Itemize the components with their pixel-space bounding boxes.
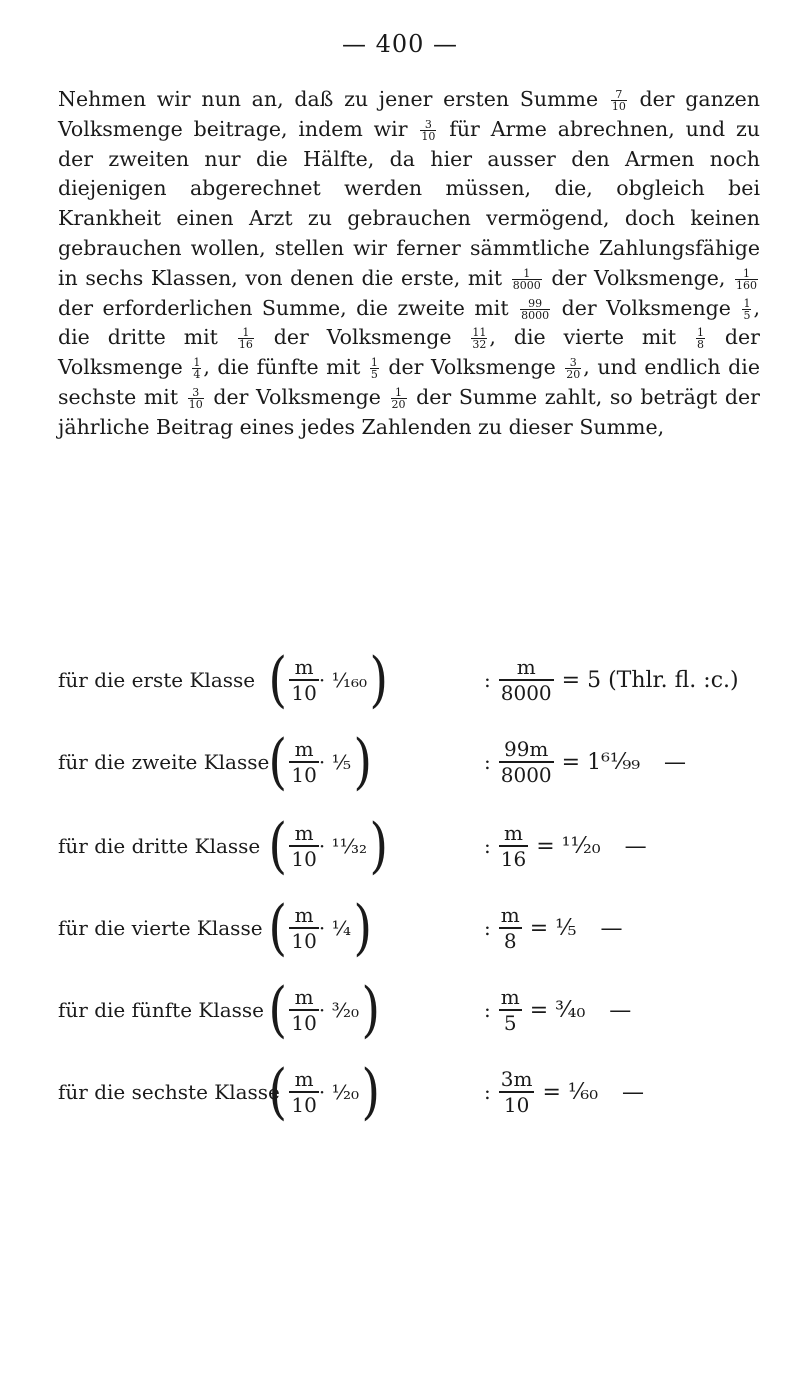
class-row-5 (58, 970, 778, 1050)
class-factor: · ³⁄₂₀ (318, 998, 359, 1022)
fraction (512, 268, 542, 291)
expression (266, 727, 476, 797)
fraction (520, 298, 550, 321)
colon-operator: : (484, 668, 491, 692)
class-label: für die dritte Klasse (58, 834, 261, 858)
fraction-denominator: 20 (391, 397, 406, 411)
fraction-numerator: 1 (697, 326, 704, 340)
fraction (188, 387, 204, 410)
fraction-numerator: m (289, 655, 318, 681)
fraction-numerator: 11 (472, 326, 487, 340)
left-paren: ( (268, 645, 288, 715)
class-label: für die vierte Klasse (58, 916, 263, 940)
fraction (192, 357, 201, 380)
fraction-numerator: m (289, 1067, 318, 1093)
fraction (370, 357, 379, 380)
fraction-denominator: 8 (697, 338, 704, 352)
trailing-dash: — (664, 749, 687, 775)
class-factor: · ¹⁄₄ (318, 916, 351, 940)
fraction-denominator: 10 (291, 681, 317, 705)
fraction-numerator: m (289, 737, 318, 763)
result-value: = ¹⁄₆₀ (542, 1079, 599, 1105)
fraction-numerator: 1 (238, 327, 254, 339)
text-run: , die dritte mit (58, 295, 760, 350)
fraction-denominator: 5 (503, 1011, 517, 1035)
class-label: für die fünfte Klasse (58, 998, 265, 1022)
class-factor: · ¹⁄₁₆₀ (318, 668, 367, 692)
class-label: für die zweite Klasse (58, 750, 270, 774)
colon-operator: : (484, 750, 491, 774)
m-over-ten (289, 985, 318, 1035)
body-paragraph (58, 85, 760, 443)
colon-operator: : (484, 834, 491, 858)
rhs (476, 985, 631, 1035)
right-paren: ) (361, 1057, 381, 1127)
fraction-denominator: 8000 (521, 308, 550, 322)
fraction-denominator: 10 (291, 929, 317, 953)
expression (266, 975, 476, 1045)
fraction-denominator: 10 (291, 763, 317, 787)
expression (266, 1057, 476, 1127)
rhs-fraction (499, 821, 528, 871)
class-factor: · ¹⁄₂₀ (318, 1080, 359, 1104)
fraction (420, 119, 436, 142)
rhs (476, 1067, 644, 1117)
colon-operator: : (484, 1080, 491, 1104)
class-label: für die sechste Klasse (58, 1080, 280, 1104)
text-run: der Volksmenge (388, 355, 556, 380)
fraction-numerator: 99m (499, 737, 554, 763)
rhs-fraction (499, 737, 554, 787)
trailing-dash: — (609, 997, 632, 1023)
class-factor: · ¹⁄₅ (318, 750, 351, 774)
fraction-denominator: 160 (735, 278, 757, 292)
fraction-denominator: 32 (472, 338, 487, 352)
text-run: Nehmen wir nun an, daß zu jener ersten Summe (58, 87, 599, 111)
left-paren: ( (268, 893, 288, 963)
fraction-denominator: 8 (503, 929, 517, 953)
page-number: — 400 — (341, 30, 459, 58)
text-run: der Volksmenge (213, 384, 381, 409)
fraction-denominator: 10 (291, 1011, 317, 1035)
left-paren: ( (268, 811, 288, 881)
m-over-ten (289, 821, 318, 871)
rhs-fraction (499, 655, 554, 705)
fraction-numerator: 1 (743, 296, 751, 310)
fraction-numerator: 1 (735, 268, 758, 280)
text-run: der Summe zahlt, so beträgt der jährliche Beitrag eines jedes Zahlenden zu dieser Summe, (58, 384, 760, 439)
expression (266, 811, 476, 881)
right-paren: ) (353, 727, 373, 797)
trailing-dash: — (624, 833, 647, 859)
left-paren: ( (268, 975, 288, 1045)
class-row-6 (58, 1052, 778, 1132)
class-factor: · ¹¹⁄₃₂ (318, 834, 367, 858)
rhs (476, 903, 622, 953)
right-paren: ) (353, 893, 373, 963)
text-run: der erforderlichen Summe, die zweite mit (58, 295, 509, 320)
class-row-1 (58, 640, 778, 720)
text-run: der Volksmenge (561, 295, 731, 320)
fraction-denominator: 16 (500, 847, 527, 871)
text-run: der ganzen Volksmenge beitrage, indem wir (58, 87, 760, 141)
rhs-fraction (499, 985, 522, 1035)
fraction-numerator: 1 (370, 356, 378, 370)
colon-operator: : (484, 998, 491, 1022)
right-paren: ) (361, 975, 381, 1045)
class-label: für die erste Klasse (58, 668, 256, 692)
fraction-numerator: m (499, 655, 554, 681)
fraction-denominator: 10 (503, 1093, 530, 1117)
text-run: , und endlich die sechste mit (58, 355, 760, 409)
fraction (238, 327, 254, 350)
rhs (476, 655, 763, 705)
class-row-3 (58, 806, 778, 886)
text-run: der Volksmenge (273, 325, 452, 350)
fraction-denominator: 10 (291, 1093, 317, 1117)
fraction-numerator: 1 (512, 268, 542, 280)
rhs (476, 737, 686, 787)
fraction-denominator: 5 (743, 308, 751, 322)
fraction-denominator: 5 (370, 368, 378, 382)
fraction-denominator: 4 (193, 368, 201, 382)
rhs-fraction (499, 1067, 535, 1117)
fraction-denominator: 16 (238, 338, 253, 352)
fraction-numerator: 3 (188, 387, 204, 399)
class-row-4 (58, 888, 778, 968)
result-value: = ¹¹⁄₂₀ (536, 833, 601, 859)
fraction-numerator: m (289, 903, 318, 929)
rhs-fraction (499, 903, 522, 953)
text-run: der Volksmenge (58, 325, 760, 380)
m-over-ten (289, 655, 318, 705)
fraction-denominator: 10 (421, 129, 436, 143)
fraction (471, 327, 487, 350)
fraction-numerator: m (500, 903, 520, 927)
fraction (742, 298, 751, 321)
result-value: = 1⁶¹⁄₉₉ (561, 749, 641, 775)
fraction-numerator: m (289, 985, 318, 1011)
text-run: , die fünfte mit (203, 355, 361, 380)
fraction-numerator: m (499, 821, 528, 847)
trailing-dash: — (600, 915, 623, 941)
class-row-2 (58, 722, 778, 802)
text-run: der Volksmenge, (551, 265, 726, 290)
result-value: = 5 (Thlr. fl. :c.) (561, 667, 739, 693)
colon-operator: : (484, 916, 491, 940)
fraction (565, 357, 581, 380)
m-over-ten (289, 903, 318, 953)
rhs (476, 821, 647, 871)
left-paren: ( (268, 1057, 288, 1127)
fraction-denominator: 8000 (500, 763, 552, 787)
fraction-denominator: 10 (188, 397, 203, 411)
fraction (391, 387, 407, 410)
text-run: für Arme abrechnen, und zu der zweiten nur die Hälfte, da hier ausser den Armen noch diejenigen abgerechnet werden müssen, die, obgleich bei Krankheit einen Arzt zu gebrauchen vermögend, doch keinen gebrauchen wollen, stellen wir ferner sämmtliche Zahlungsfähige in sechs Klassen, von denen die erste, mit (58, 116, 760, 290)
fraction-denominator: 10 (611, 100, 626, 113)
fraction-numerator: 3 (420, 119, 436, 131)
fraction (696, 327, 705, 350)
m-over-ten (289, 737, 318, 787)
fraction-denominator: 8000 (500, 681, 552, 705)
fraction-numerator: m (289, 821, 318, 847)
fraction-numerator: 3 (565, 357, 581, 369)
fraction-numerator: 1 (391, 387, 407, 399)
fraction-numerator: 99 (520, 298, 550, 310)
fraction (611, 89, 627, 112)
fraction (735, 268, 758, 291)
fraction-denominator: 20 (566, 368, 581, 382)
right-paren: ) (369, 811, 389, 881)
fraction-numerator: 3m (500, 1067, 533, 1091)
result-value: = ³⁄₄₀ (529, 997, 586, 1023)
result-value: = ¹⁄₅ (529, 915, 577, 941)
m-over-ten (289, 1067, 318, 1117)
right-paren: ) (369, 645, 389, 715)
expression (266, 893, 476, 963)
fraction-denominator: 10 (291, 847, 317, 871)
expression (266, 645, 476, 715)
fraction-denominator: 8000 (512, 278, 541, 292)
fraction-numerator: m (500, 985, 520, 1009)
text-run: , die vierte mit (489, 325, 677, 350)
fraction-numerator: 1 (193, 356, 201, 370)
fraction-numerator: 7 (611, 89, 627, 101)
trailing-dash: — (622, 1079, 645, 1105)
left-paren: ( (268, 727, 288, 797)
